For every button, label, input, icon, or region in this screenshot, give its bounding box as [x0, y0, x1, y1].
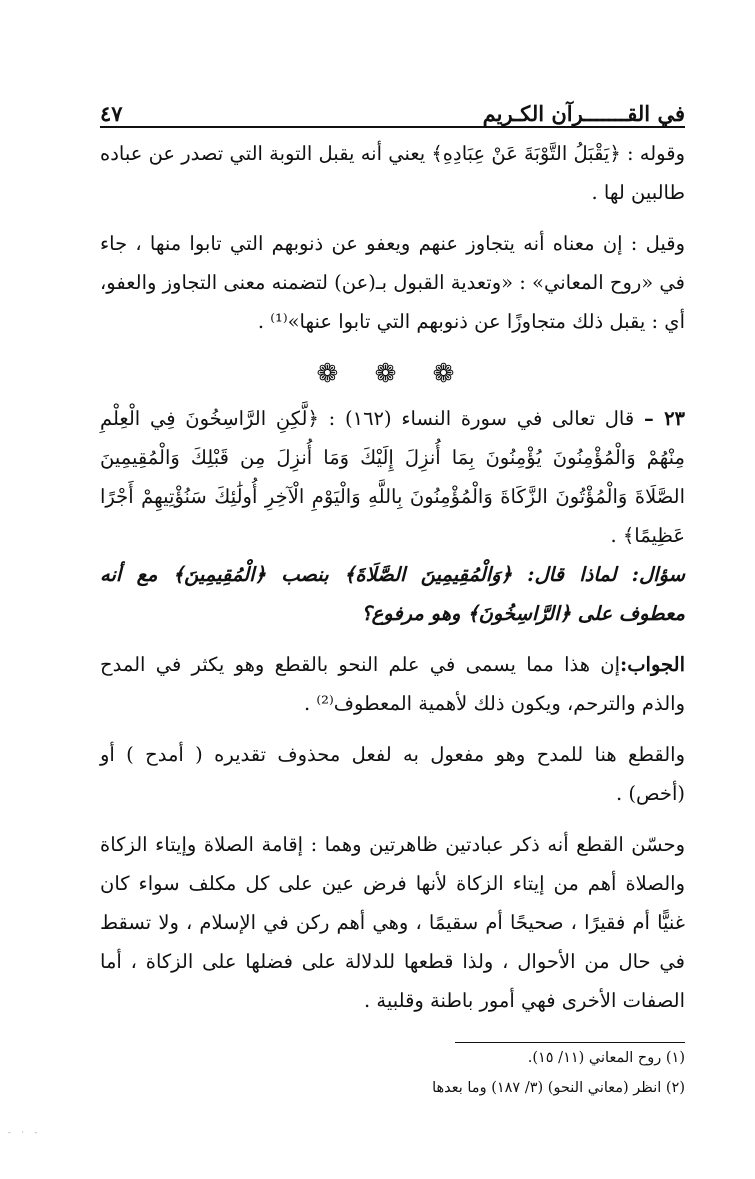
page-number: ٤٧	[100, 101, 123, 126]
scan-mark: - · -	[8, 1128, 42, 1137]
paragraph-1: وقوله : ﴿يَقْبَلُ التَّوْبَةَ عَنْ عِبَادِهِ﴾ يعني أنه يقبل التوبة التي تصدر عن عباده طالبين لها .	[100, 142, 685, 204]
answer	[100, 645, 685, 723]
paragraph-2: وقيل : إن معناه أنه يتجاوز عنهم ويعفو عن ذنوبهم التي تابوا منها ، جاء في «روح المعاني» : «وتعدية القبول بـ(عن) لتضمنه معنى التجاوز والعفو، أي : يقبل ذلك متجاوزًا عن ذنوبهم التي تابوا عنها»⁽¹⁾ .	[100, 232, 685, 333]
page	[100, 92, 685, 1103]
answer-label: الجواب:	[620, 653, 685, 676]
item-number: ٢٣ –	[643, 407, 686, 430]
paragraph-5: وحسّن القطع أنه ذكر عبادتين ظاهرتين وهما : إقامة الصلاة وإيتاء الزكاة والصلاة أهم من إيتاء الزكاة لأنها فرض عين على كل مكلف سواء كان غنيًّا أم فقيرًا ، صحيحًا أم سقيمًا ، وهي أهم ركن في الإسلام ، ولا تسقط في حال من الأحوال ، ولذا قطعها للدلالة على فضلها على الزكاة ، أما الصفات الأخرى فهي أمور باطنة وقلبية .	[100, 833, 685, 1012]
paragraph-3	[100, 399, 685, 555]
footnote-2: (٢) انظر (معاني النحو) (٣/ ١٨٧) وما بعدها	[432, 1080, 685, 1096]
page-header	[100, 92, 685, 128]
paragraph-3-text: قال تعالى في سورة النساء (١٦٢) : ﴿لَّكِنِ الرَّاسِخُونَ فِي الْعِلْمِ مِنْهُمْ وَالْمُؤْمِنُونَ يُؤْمِنُونَ بِمَا أُنزِلَ إِلَيْكَ وَمَا أُنزِلَ مِن قَبْلِكَ وَالْمُقِيمِينَ الصَّلَاةَ وَالْمُؤْتُونَ الزَّكَاةَ وَالْمُؤْمِنُونَ بِاللَّهِ وَالْيَوْمِ الْآخِرِ أُولَٰئِكَ سَنُؤْتِيهِمْ أَجْرًا عَظِيمًا﴾ .	[100, 407, 685, 547]
question-text: لماذا قال: ﴿وَالْمُقِيمِينَ الصَّلَاةَ﴾ بنصب ﴿الْمُقِيمِينَ﴾ مع أنه معطوف على ﴿الرَّاسِخُونَ﴾ وهو مرفوع؟	[100, 563, 685, 625]
running-title: في القـــــــرآن الكـريم	[482, 101, 685, 126]
flower-ornament-divider: ❁ ❁ ❁	[316, 359, 469, 389]
question	[100, 555, 685, 633]
answer-text: إن هذا مما يسمى في علم النحو بالقطع وهو يكثر في المدح والذم والترحم، ويكون ذلك لأهمية المعطوف⁽²⁾ .	[100, 653, 685, 715]
question-label: سؤال:	[631, 563, 685, 586]
paragraph-4: والقطع هنا للمدح وهو مفعول به لفعل محذوف تقديره ( أمدح ) أو (أخص) .	[100, 743, 685, 805]
footnote-1: (١) روح المعاني (١١/ ١٥).	[527, 1050, 685, 1066]
